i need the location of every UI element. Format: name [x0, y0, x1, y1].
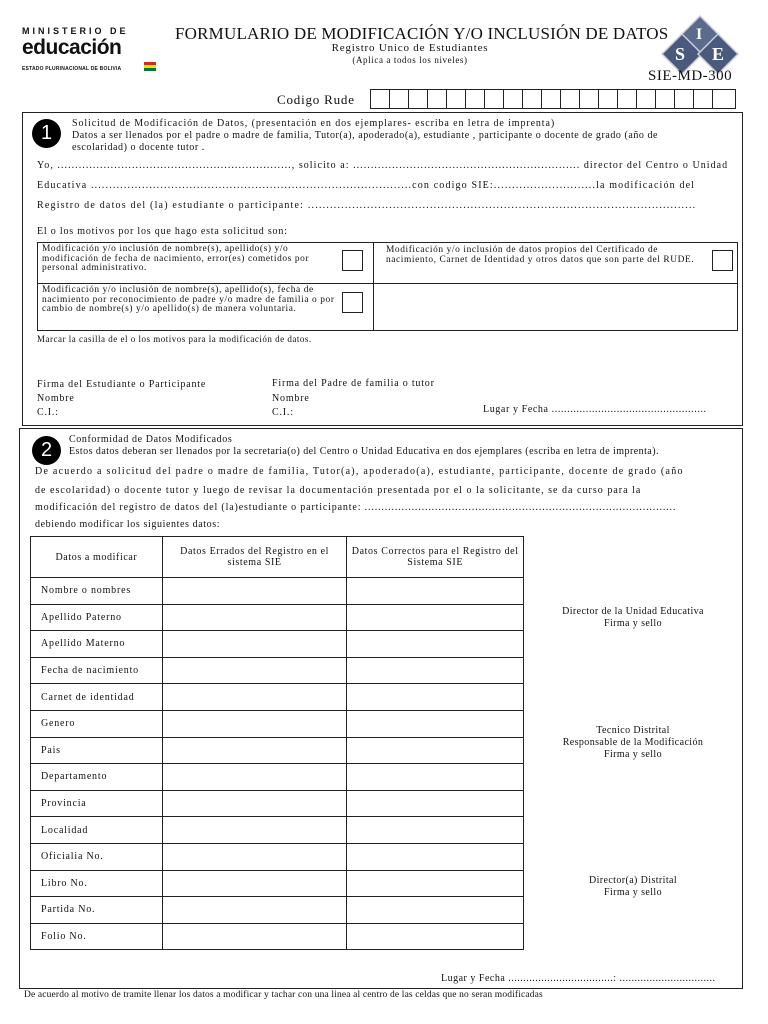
- row-label: Carnet de identidad: [31, 684, 163, 711]
- motivo-2-text: Modificación y/o inclusión de datos propios del Certificado de nacimiento, Carnet de Identidad y otros datos que son parte del RUDE.: [386, 245, 695, 265]
- section1-number: 1: [32, 119, 61, 148]
- correcto-cell[interactable]: [347, 923, 524, 950]
- form-title: FORMULARIO DE MODIFICACIÓN Y/O INCLUSIÓN DE DATOS: [175, 24, 669, 43]
- logo-sub-text: ESTADO PLURINACIONAL DE BOLIVIA: [22, 66, 122, 72]
- table-row: [31, 870, 524, 897]
- section2-para-2: de escolaridad) o docente tutor y luego de revisar la documentación presentada por el o la solicitante, se da curso para la: [35, 485, 642, 496]
- correcto-cell[interactable]: [347, 578, 524, 605]
- row-label: Provincia: [31, 790, 163, 817]
- sign-distrital: [530, 875, 736, 899]
- registro-line[interactable]: Registro de datos del (la) estudiante o participante: .........................................................................................................: [37, 200, 697, 211]
- sie-logo-icon: [660, 14, 740, 74]
- row-label: Pais: [31, 737, 163, 764]
- section2-para-1: De acuerdo a solicitud del padre o madre de familia, Tutor(a), apoderado(a), estudiante, participante, docente de grado (año: [35, 466, 684, 477]
- section2-heading: Conformidad de Datos Modificados: [69, 434, 233, 445]
- sign-tecnico: [530, 725, 736, 761]
- errado-cell[interactable]: [162, 790, 347, 817]
- row-label: Fecha de nacimiento: [31, 657, 163, 684]
- bolivia-flag-icon: [144, 62, 156, 71]
- logo-educacion-text: educación: [22, 36, 122, 59]
- sign-distrital-line1: Director(a) Distrital: [588, 875, 678, 886]
- correcto-cell[interactable]: [347, 843, 524, 870]
- header-datos-modificar: Datos a modificar: [31, 537, 163, 578]
- table-row: [31, 578, 524, 605]
- motivo-2-checkbox[interactable]: [712, 250, 733, 271]
- table-row: [31, 657, 524, 684]
- errado-cell[interactable]: [162, 843, 347, 870]
- section1-lugar-fecha[interactable]: Lugar y Fecha ..................................................: [483, 404, 707, 415]
- motivos-note: Marcar la casilla de el o los motivos para la modificación de datos.: [37, 334, 312, 344]
- row-label: Folio No.: [31, 923, 163, 950]
- row-label: Libro No.: [31, 870, 163, 897]
- sie-letter-s: S: [675, 44, 686, 64]
- motivos-label: El o los motivos por los que hago esta solicitud son:: [37, 226, 288, 237]
- sign-director: [530, 606, 736, 630]
- form-subtitle: Registro Unico de Estudiantes: [331, 42, 489, 54]
- errado-cell[interactable]: [162, 710, 347, 737]
- section1-intro-2: escolaridad) o docente tutor .: [72, 142, 205, 153]
- logo-ministerio-text: MINISTERIO DE: [22, 26, 129, 36]
- section1-heading: Solicitud de Modificación de Datos, (presentación en dos ejemplares- escriba en letra de imprenta): [72, 118, 556, 129]
- firma-estudiante-label: Firma del Estudiante o Participante: [37, 379, 207, 390]
- header-datos-correctos: Datos Correctos para el Registro del Sistema SIE: [347, 537, 524, 578]
- section2-subheading: Estos datos deberan ser llenados por la secretaria(o) del Centro o Unidad Educativa en dos ejemplares (escriba en letra de imprenta).: [69, 446, 659, 457]
- form-subnote: (Aplica a todos los niveles): [352, 55, 468, 65]
- sign-distrital-line2: Firma y sello: [604, 887, 662, 898]
- table-row: [31, 737, 524, 764]
- row-label: Apellido Paterno: [31, 604, 163, 631]
- correcto-cell[interactable]: [347, 710, 524, 737]
- padre-ci-label: C.I.:: [272, 407, 294, 418]
- sie-logo: [660, 14, 740, 74]
- firma-padre-label: Firma del Padre de familia o tutor: [272, 378, 435, 389]
- table-row: [31, 923, 524, 950]
- errado-cell[interactable]: [162, 578, 347, 605]
- errado-cell[interactable]: [162, 684, 347, 711]
- ministerio-logo: [22, 26, 162, 76]
- solicitante-line[interactable]: Yo, .................................................................., solicito a: ................................................................ director del Centro o Unidad: [37, 160, 729, 171]
- errado-cell[interactable]: [162, 737, 347, 764]
- table-row: [31, 843, 524, 870]
- table-row: [31, 710, 524, 737]
- motivo-cell-4: [373, 283, 738, 331]
- section2-para-3[interactable]: modificación del registro de datos del (la)estudiante o participante: .............................................................................................: [35, 502, 677, 513]
- row-label: Apellido Materno: [31, 631, 163, 658]
- errado-cell[interactable]: [162, 923, 347, 950]
- errado-cell[interactable]: [162, 870, 347, 897]
- footer-note: De acuerdo al motivo de tramite llenar los datos a modificar y tachar con una linea al centro de las celdas que no seran modificadas: [24, 990, 543, 1000]
- sign-director-line2: Firma y sello: [604, 618, 662, 629]
- sign-tecnico-line1: Tecnico Distrital: [596, 725, 670, 736]
- errado-cell[interactable]: [162, 604, 347, 631]
- row-label: Localidad: [31, 817, 163, 844]
- row-label: Departamento: [31, 764, 163, 791]
- row-label: Partida No.: [31, 897, 163, 924]
- padre-nombre-label: Nombre: [272, 393, 310, 404]
- correcto-cell[interactable]: [347, 737, 524, 764]
- table-row: [31, 790, 524, 817]
- header-datos-errados: Datos Errados del Registro en el sistema SIE: [162, 537, 347, 578]
- section1-intro-1: Datos a ser llenados por el padre o madre de familia, Tutor(a), apoderado(a), estudiante , participante o docente de grado (año de: [72, 130, 659, 141]
- sie-letter-e: E: [712, 44, 725, 64]
- sign-director-line1: Director de la Unidad Educativa: [562, 606, 704, 617]
- correcto-cell[interactable]: [347, 604, 524, 631]
- table-row: [31, 604, 524, 631]
- estudiante-ci-label: C.I.:: [37, 407, 59, 418]
- rude-code-boxes[interactable]: [370, 89, 736, 110]
- row-label: Oficialia No.: [31, 843, 163, 870]
- section2-para-4: debiendo modificar los siguientes datos:: [35, 519, 221, 530]
- estudiante-nombre-label: Nombre: [37, 393, 75, 404]
- table-row: [31, 897, 524, 924]
- form-code: SIE-MD-300: [648, 68, 733, 84]
- errado-cell[interactable]: [162, 897, 347, 924]
- datos-table: [30, 536, 524, 950]
- errado-cell[interactable]: [162, 631, 347, 658]
- correcto-cell[interactable]: [347, 684, 524, 711]
- sign-tecnico-line3: Firma y sello: [604, 749, 662, 760]
- section2-lugar-fecha[interactable]: Lugar y Fecha ...................................: ................................: [441, 973, 716, 984]
- table-row: [31, 764, 524, 791]
- motivo-3-text: Modificación y/o inclusión de nombre(s), apellido(s), fecha de nacimiento por reconocimiento de padre y/o madre de familia o por cambio de nombre(s) y/o apellido(s) de manera voluntaria.: [42, 285, 335, 315]
- row-label: Nombre o nombres: [31, 578, 163, 605]
- sign-tecnico-line2: Responsable de la Modificación: [562, 737, 704, 748]
- rude-label: Codigo Rude: [277, 92, 355, 107]
- errado-cell[interactable]: [162, 657, 347, 684]
- row-label: Genero: [31, 710, 163, 737]
- motivo-3-checkbox[interactable]: [342, 292, 363, 313]
- correcto-cell[interactable]: [347, 897, 524, 924]
- section2-number: 2: [32, 436, 61, 465]
- motivo-1-checkbox[interactable]: [342, 250, 363, 271]
- errado-cell[interactable]: [162, 764, 347, 791]
- correcto-cell[interactable]: [347, 631, 524, 658]
- correcto-cell[interactable]: [347, 870, 524, 897]
- table-row: [31, 817, 524, 844]
- correcto-cell[interactable]: [347, 657, 524, 684]
- correcto-cell[interactable]: [347, 764, 524, 791]
- table-row: [31, 684, 524, 711]
- sie-letter-i: I: [696, 26, 703, 43]
- correcto-cell[interactable]: [347, 790, 524, 817]
- unidad-line[interactable]: Educativa ........................................................................................con codigo SIE:............................la modificación del: [37, 180, 696, 191]
- correcto-cell[interactable]: [347, 817, 524, 844]
- errado-cell[interactable]: [162, 817, 347, 844]
- table-row: [31, 631, 524, 658]
- table-header-row: [31, 537, 524, 578]
- motivo-1-text: Modificación y/o inclusión de nombre(s), apellido(s) y/o modificación de fecha de nacimiento, error(es) cometidos por personal administrativo.: [42, 244, 310, 274]
